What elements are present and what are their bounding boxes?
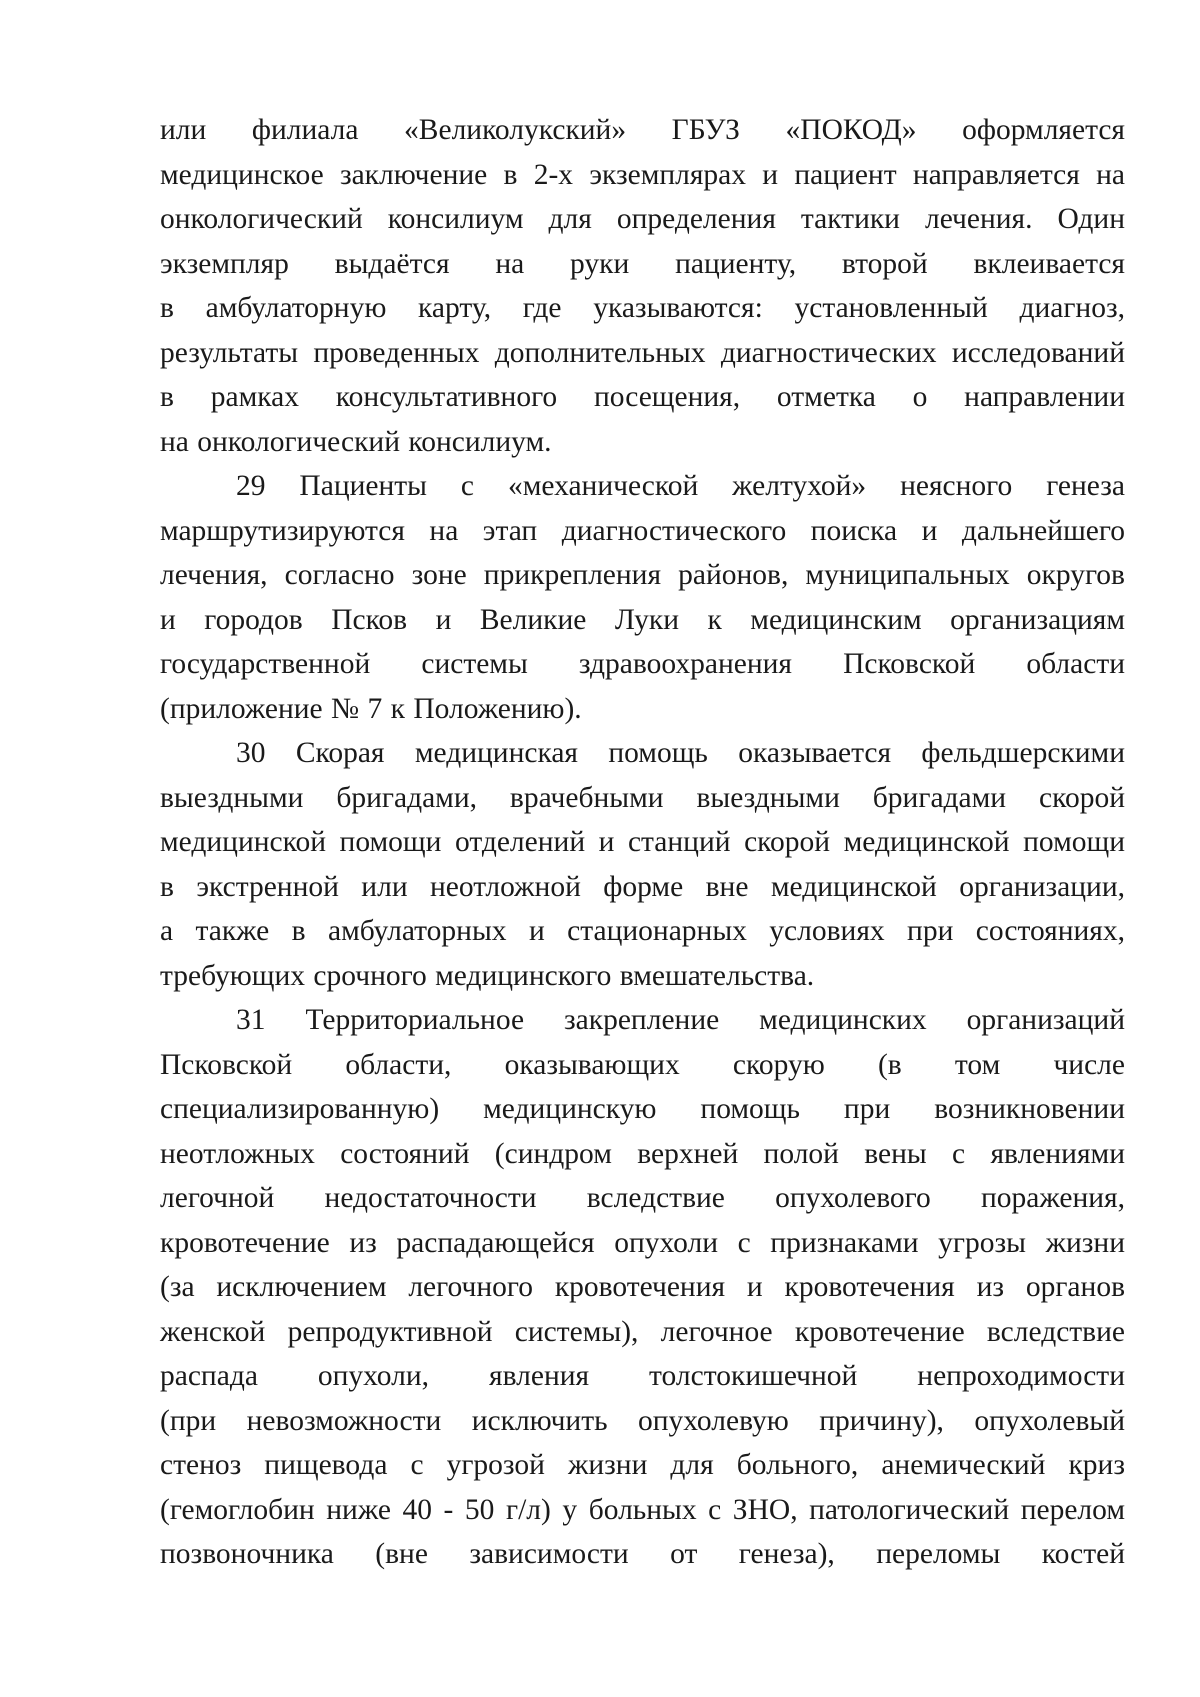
text-line: распада опухоли, явления толстокишечной непроходимости bbox=[160, 1360, 1125, 1392]
text-line: медицинской помощи отделений и станций скорой медицинской помощи bbox=[160, 826, 1125, 858]
paragraph-29 bbox=[160, 464, 1125, 731]
text-line: результаты проведенных дополнительных диагностических исследований bbox=[160, 336, 1125, 369]
text-line: легочной недостаточности вследствие опухолевого поражения, bbox=[160, 1182, 1125, 1214]
text-line: (приложение № 7 к Положению). bbox=[160, 692, 582, 725]
text-line: в амбулаторную карту, где указываются: установленный диагноз, bbox=[160, 292, 1125, 324]
text-line: медицинское заключение в 2-х экземплярах и пациент направляется на bbox=[160, 158, 1125, 191]
text-line: стеноз пищевода с угрозой жизни для больного, анемический криз bbox=[160, 1449, 1125, 1481]
text-line: онкологический консилиум для определения тактики лечения. Один bbox=[160, 203, 1125, 235]
text-line: экземпляр выдаётся на руки пациенту, второй вклеивается bbox=[160, 247, 1125, 280]
text-line: на онкологический консилиум. bbox=[160, 425, 552, 458]
text-line: а также в амбулаторных и стационарных условиях при состояниях, bbox=[160, 915, 1125, 947]
text-line: маршрутизируются на этап диагностического поиска и дальнейшего bbox=[160, 514, 1125, 547]
text-line: (при невозможности исключить опухолевую причину), опухолевый bbox=[160, 1404, 1125, 1437]
text-line: специализированную) медицинскую помощь при возникновении bbox=[160, 1093, 1125, 1125]
text-line: 29 Пациенты с «механической желтухой» неясного генеза bbox=[236, 470, 1125, 502]
text-line: в рамках консультативного посещения, отметка о направлении bbox=[160, 381, 1125, 413]
text-line: выездными бригадами, врачебными выездными бригадами скорой bbox=[160, 781, 1125, 814]
text-line: неотложных состояний (синдром верхней полой вены с явлениями bbox=[160, 1137, 1125, 1170]
paragraph-31 bbox=[160, 998, 1125, 1577]
text-line: позвоночника (вне зависимости от генеза), переломы костей bbox=[160, 1538, 1125, 1570]
text-line: 30 Скорая медицинская помощь оказывается фельдшерскими bbox=[236, 737, 1125, 769]
document-body bbox=[160, 108, 1125, 1577]
text-line: требующих срочного медицинского вмешательства. bbox=[160, 959, 815, 992]
text-line: (за исключением легочного кровотечения и кровотечения из органов bbox=[160, 1271, 1125, 1303]
text-line: или филиала «Великолукский» ГБУЗ «ПОКОД» оформляется bbox=[160, 114, 1125, 146]
text-line: 31 Территориальное закрепление медицинских организаций bbox=[236, 1004, 1125, 1036]
text-line: лечения, согласно зоне прикрепления районов, муниципальных округов bbox=[160, 559, 1125, 591]
paragraph-30 bbox=[160, 731, 1125, 998]
text-line: и городов Псков и Великие Луки к медицинским организациям bbox=[160, 603, 1125, 636]
text-line: Псковской области, оказывающих скорую (в том числе bbox=[160, 1048, 1125, 1081]
text-line: государственной системы здравоохранения Псковской области bbox=[160, 648, 1125, 680]
text-line: кровотечение из распадающейся опухоли с признаками угрозы жизни bbox=[160, 1226, 1125, 1259]
paragraph-continuation bbox=[160, 108, 1125, 464]
text-line: женской репродуктивной системы), легочное кровотечение вследствие bbox=[160, 1315, 1125, 1348]
text-line: (гемоглобин ниже 40 - 50 г/л) у больных с ЗНО, патологический перелом bbox=[160, 1493, 1125, 1526]
text-line: в экстренной или неотложной форме вне медицинской организации, bbox=[160, 870, 1125, 903]
